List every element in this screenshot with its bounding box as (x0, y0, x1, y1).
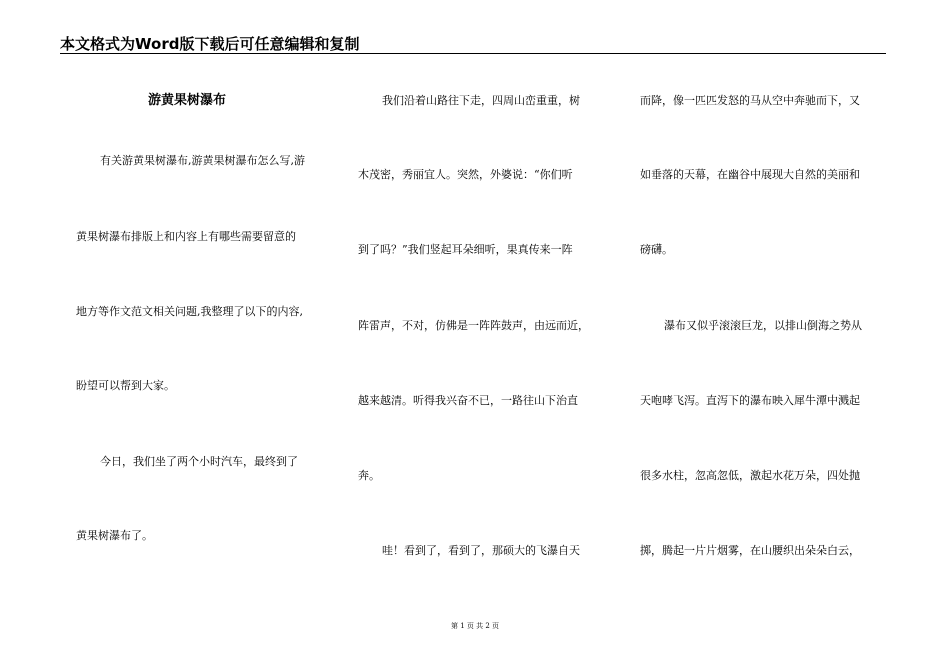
text-line: 黄果树瀑布了。 (76, 529, 153, 542)
text-line: 木茂密，秀丽宜人。突然，外婆说：“你们听 (358, 168, 573, 181)
document-header: 本文格式为Word版下载后可任意编辑和复制 (60, 35, 360, 53)
text-line: 我们沿着山路往下走，四周山峦重重，树 (382, 94, 580, 107)
text-line: 瀑布又似乎滚滚巨龙，以排山倒海之势从 (664, 319, 862, 332)
text-line: 今日，我们坐了两个小时汽车，最终到了 (100, 455, 298, 468)
text-line: 奔。 (358, 469, 380, 482)
header-divider (60, 53, 886, 54)
text-line: 磅礴。 (640, 243, 673, 256)
text-line: 掷，腾起一片片烟雾，在山腰织出朵朵白云， (640, 544, 860, 557)
text-line: 黄果树瀑布排版上和内容上有哪些需要留意的 (76, 230, 296, 243)
article-title: 游黄果树瀑布 (148, 93, 227, 108)
text-line: 而降，像一匹匹发怒的马从空中奔驰而下，又 (640, 94, 860, 107)
text-line: 阵雷声，不对，仿佛是一阵阵鼓声，由远而近， (358, 319, 589, 332)
text-line: 哇！看到了，看到了，那硕大的飞瀑自天 (382, 544, 580, 557)
text-line: 有关游黄果树瀑布,游黄果树瀑布怎么写,游 (100, 154, 305, 167)
text-line: 很多水柱，忽高忽低，激起水花万朵，四处抛 (640, 469, 860, 482)
text-line: 盼望可以帮到大家。 (76, 379, 175, 392)
text-line: 天咆哮飞泻。直泻下的瀑布映入犀牛潭中溅起 (640, 394, 860, 407)
text-line: 越来越清。听得我兴奋不已，一路往山下治直 (358, 394, 578, 407)
text-line: 地方等作文范文相关问题,我整理了以下的内容, (76, 305, 303, 318)
text-line: 到了吗？”我们竖起耳朵细听，果真传来一阵 (358, 243, 573, 256)
text-line: 如垂落的天幕，在幽谷中展现大自然的美丽和 (640, 168, 860, 181)
page-number-footer: 第 1 页 共 2 页 (450, 622, 500, 630)
